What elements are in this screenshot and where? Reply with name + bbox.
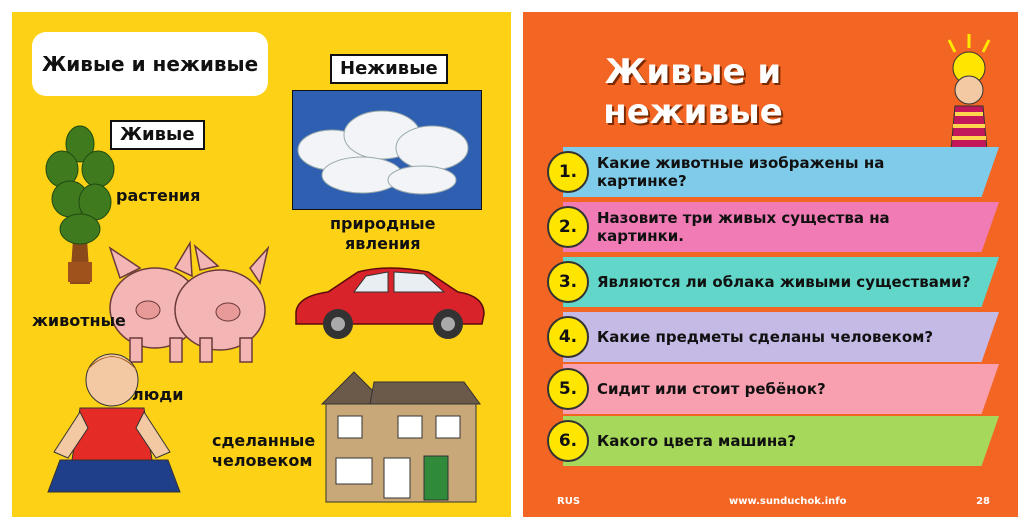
question-number: 4. bbox=[547, 316, 589, 358]
question-text: Какого цвета машина? bbox=[597, 432, 797, 450]
question-text: Сидит или стоит ребёнок? bbox=[597, 380, 826, 398]
label-manmade: сделанные человеком bbox=[212, 431, 316, 470]
question-number: 6. bbox=[547, 420, 589, 462]
label-animals: животные bbox=[32, 311, 126, 330]
child-image bbox=[40, 342, 190, 502]
label-natural: природные явления bbox=[330, 214, 436, 253]
question-number: 1. bbox=[547, 151, 589, 193]
clouds-image bbox=[292, 90, 482, 210]
mascot-image bbox=[937, 34, 1001, 152]
footer-site[interactable]: www.sunduchok.info bbox=[729, 496, 847, 507]
question-number: 5. bbox=[547, 368, 589, 410]
question-text: Назовите три живых существа на картинки. bbox=[597, 209, 890, 245]
question-number: 2. bbox=[547, 206, 589, 248]
living-tag: Живые bbox=[110, 120, 205, 150]
nonliving-tag: Неживые bbox=[330, 54, 448, 84]
right-page bbox=[523, 12, 1018, 517]
label-plants: растения bbox=[116, 186, 201, 205]
footer-page-number: 28 bbox=[976, 496, 990, 507]
house-image bbox=[314, 356, 484, 506]
label-people: люди bbox=[132, 385, 184, 404]
left-page bbox=[12, 12, 511, 517]
question-text: Какие животные изображены на картинке? bbox=[597, 154, 885, 190]
question-text: Какие предметы сделаны человеком? bbox=[597, 328, 934, 346]
car-image bbox=[288, 262, 488, 342]
footer-lang: RUS bbox=[557, 496, 581, 507]
question-number: 3. bbox=[547, 261, 589, 303]
right-title: Живые и неживые bbox=[603, 52, 783, 132]
question-text: Являются ли облака живыми существами? bbox=[597, 273, 971, 291]
left-title: Живые и неживые bbox=[32, 32, 268, 96]
